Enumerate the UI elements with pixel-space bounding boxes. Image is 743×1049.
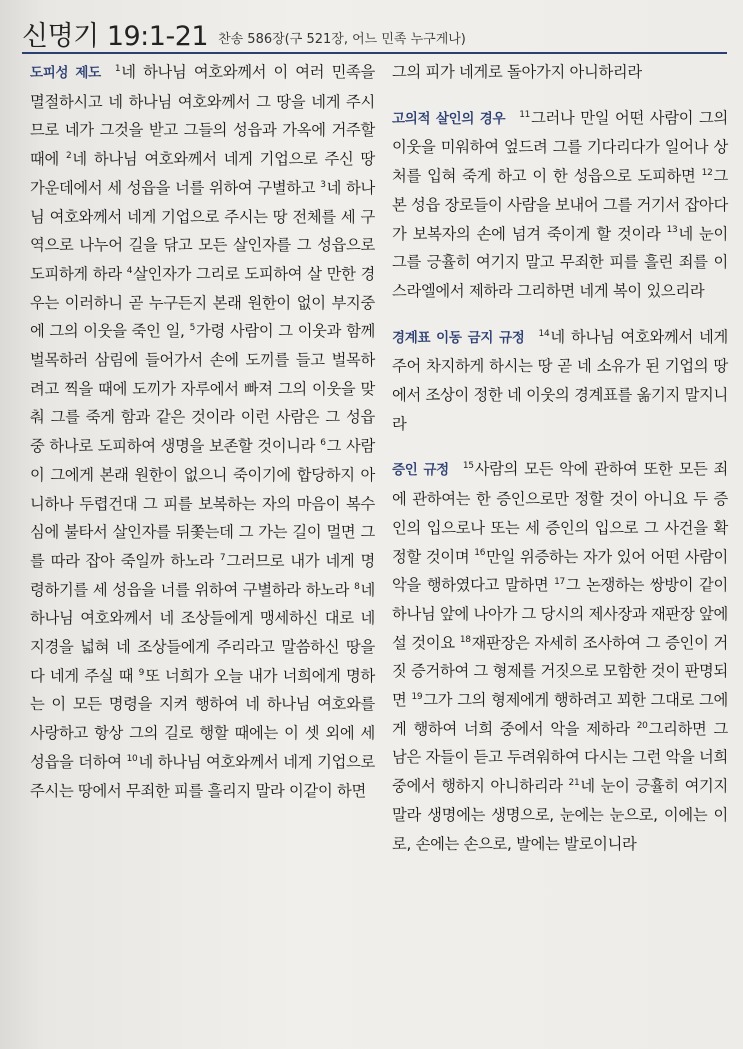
- verse-text: 그리하면 그 남은 자들이 듣고 두려워하여 다시는 그런 악을 너희 중에서 행하지 아니하리라: [392, 719, 729, 796]
- verse-text: 만일 위증하는 자가 있어 어떤 사람이 악을 행하였다고 말하면: [392, 547, 729, 595]
- verse-text: 그 사람이 그에게 본래 원한이 없으니 죽이기에 합당하지 아니하나 두렵건대 그 피를 보복하는 자의 마음이 복수심에 불타서 살인자를 뒤쫓는데 그 가는 길이 멀면 그를 따라 잡아 죽일까 하노라: [30, 437, 375, 570]
- verse-number: 11: [519, 109, 531, 120]
- verse-number: 2: [65, 151, 72, 162]
- verse-text: 네 하나님 여호와께서 네게 기업으로 주시는 땅에서 무죄한 피를 흘리지 말라 이같이 하면: [30, 752, 375, 800]
- section-heading: 도피성 제도: [30, 65, 101, 81]
- verse-number: 10: [126, 753, 138, 764]
- chapter-title: 신명기 19:1-21: [22, 21, 209, 52]
- verse-number: 13: [666, 225, 678, 236]
- verse-number: 9: [138, 667, 145, 678]
- verse-text: 그가 그의 형제에게 행하려고 꾀한 그대로 그에게 행하여 너희 중에서 악을 제하라: [392, 691, 729, 738]
- verse-number: 21: [568, 778, 580, 789]
- verse-number: 14: [538, 328, 550, 339]
- verse-text: 그의 피가 네게로 돌아가지 아니하리라: [392, 63, 642, 81]
- section-heading: 경계표 이동 금지 규정: [392, 329, 525, 346]
- passage-paragraph: [392, 323, 728, 439]
- section-heading: 고의적 살인의 경우: [392, 110, 506, 127]
- verse-text: 가령 사람이 그 이웃과 함께 벌목하러 삼림에 들어가서 손에 도끼를 들고 벌목하려고 찍을 때에 도끼가 자루에서 빠져 그의 이웃을 맞춰 그를 죽게 함과 같은 것이라 이런 사람은 그 성읍 중 하나로 도피하여 생명을 보존할 것이니라: [30, 322, 376, 456]
- verse-text: 그 논쟁하는 쌍방이 같이 하나님 앞에 나아가 그 당시의 제사장과 재판장 앞에 설 것이요: [392, 576, 728, 652]
- verse-text: 사람의 모든 악에 관하여 또한 모든 죄에 관하여는 한 증인으로만 정할 것이 아니요 두 증인의 입으로나 또는 세 증인의 입으로 그 사건을 확정할 것이며: [392, 460, 728, 566]
- verse-number: 6: [320, 438, 326, 449]
- verse-number: 4: [126, 265, 133, 276]
- verse-text: 그 본 성읍 장로들이 사람을 보내어 그를 거기서 잡아다가 보복자의 손에 넘겨 죽이게 할 것이라: [392, 167, 728, 243]
- verse-number: 19: [411, 691, 423, 702]
- verse-text: 네 하나님 여호와께서 네 조상들에게 맹세하신 대로 네 지경을 넓혀 네 조상들에게 주리라고 말씀하신 땅을 다 네게 주실 때: [30, 580, 375, 685]
- verse-text: 네 눈이 긍휼히 여기지 말라 생명에는 생명으로, 눈에는 눈으로, 이에는 이로, 손에는 손으로, 발에는 발로이니라: [392, 777, 728, 853]
- verse-number: 12: [701, 168, 713, 179]
- verse-number: 7: [219, 552, 226, 563]
- verse-text: 재판장은 자세히 조사하여 그 증인이 거짓 증거하여 그 형제를 거짓으로 모함한 것이 판명되면: [392, 633, 728, 710]
- verse-number: 5: [189, 323, 196, 334]
- verse-number: 18: [459, 634, 471, 645]
- verse-text: 그러므로 내가 네게 명령하기를 세 성읍을 너를 위하여 구별하라 하노라: [30, 551, 376, 599]
- verse-number: 3: [320, 179, 326, 190]
- verse-text: 네 눈이 그를 긍휼히 여기지 말고 무죄한 피를 흘린 죄를 이스라엘에서 제하라 그리하면 네게 복이 있으리라: [392, 224, 729, 300]
- passage-paragraph: [392, 455, 728, 858]
- verse-text: 네 하나님 여호와께서 네게 기업으로 주시는 땅 전체를 세 구역으로 나누어 길을 닦고 모든 살인자를 그 성읍으로 도피하게 하라: [30, 178, 375, 283]
- verse-text: 또 너희가 오늘 내가 너희에게 명하는 이 모든 명령을 지켜 행하여 네 하나님 여호와를 사랑하고 항상 그의 길로 행할 때에는 이 셋 외에 세 성읍을 더하여: [30, 666, 375, 771]
- passage-paragraph: [30, 58, 375, 805]
- verse-number: 17: [554, 577, 565, 588]
- verse-number: 15: [462, 461, 474, 472]
- section-heading: 증인 규정: [392, 462, 449, 479]
- verse-text: 그러나 만일 어떤 사람이 그의 이웃을 미워하여 엎드려 그를 기다리다가 일어나 상처를 입혀 죽게 하고 이 한 성읍으로 도피하면: [392, 108, 728, 186]
- left-column: [30, 58, 375, 822]
- verse-number: 1: [114, 63, 121, 74]
- hymn-reference: 찬송 586장(구 521장, 어느 민족 누구게나): [218, 32, 466, 47]
- verse-number: 16: [474, 548, 486, 559]
- right-column: [392, 58, 728, 875]
- verse-number: 20: [636, 720, 648, 731]
- passage-paragraph: [392, 104, 728, 306]
- verse-text: 네 하나님 여호와께서 네게 주어 차지하게 하시는 땅 곧 네 소유가 된 기업의 땅에서 조상이 정한 네 이웃의 경계표를 옮기지 말지니라: [392, 327, 729, 433]
- passage-paragraph: [392, 58, 728, 87]
- page-header: [22, 6, 722, 50]
- verse-number: 8: [354, 581, 360, 592]
- header-divider: [22, 52, 727, 54]
- verse-text: 네 하나님 여호와께서 네게 기업으로 주신 땅 가운데에서 세 성읍을 너를 위하여 구별하고: [30, 150, 375, 197]
- verse-text: 네 하나님 여호와께서 이 여러 민족을 멸절하시고 네 하나님 여호와께서 그 땅을 네게 주시므로 네가 그것을 받고 그들의 성읍과 가옥에 거주할 때에: [30, 63, 375, 169]
- verse-text: 살인자가 그리로 도피하여 살 만한 경우는 이러하니 곧 누구든지 본래 원한이 없이 부지중에 그의 이웃을 죽인 일,: [30, 264, 375, 341]
